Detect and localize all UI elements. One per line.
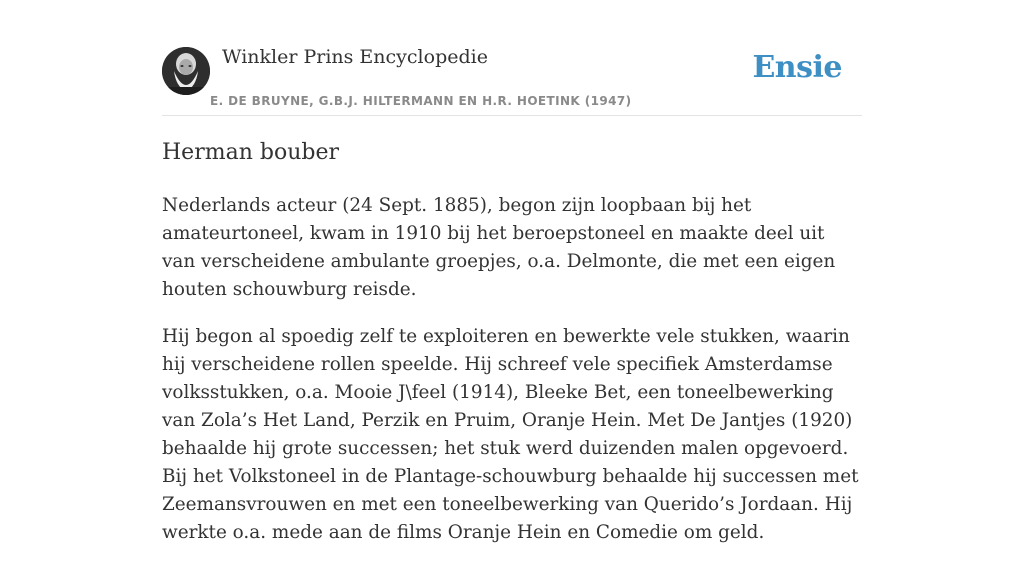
article-title: Herman bouber bbox=[162, 140, 339, 165]
article-paragraph: Nederlands acteur (24 Sept. 1885), begon zijn loopbaan bij het amateurtoneel, kwam in 1910 bij het beroepstoneel en maakte deel uit van verscheidene ambulante groepjes, o.a. Delmonte, die met een eigen houten schouwburg reisde. bbox=[162, 195, 836, 300]
article-body bbox=[162, 192, 862, 566]
page bbox=[162, 0, 862, 543]
site-header bbox=[162, 0, 862, 116]
site-subtitle: E. DE BRUYNE, G.B.J. HILTERMANN EN H.R. HOETINK (1947) bbox=[210, 94, 632, 108]
portrait-icon bbox=[162, 47, 210, 95]
article-paragraph: Hij begon al spoedig zelf te exploiteren en bewerkte vele stukken, waarin hij verscheidene rollen speelde. Hij schreef vele specifiek Amsterdamse volksstukken, o.a. Mooie J\feel (1914), Bleeke Bet, een toneelbewerking van Zola’s Het Land, Perzik en Pruim, Oranje Hein. Met De Jantjes (1920) behaalde hij grote successen; het stuk werd duizenden malen opgevoerd. Bij het Volkstoneel in de Plantage-schouwburg behaalde hij successen met Zeemansvrouwen en met een toneelbewerking van Querido’s Jordaan. Hij werkte o.a. mede aan de films Oranje Hein en Comedie om geld. bbox=[162, 326, 859, 543]
site-title[interactable]: Winkler Prins Encyclopedie bbox=[222, 46, 488, 68]
brand-logo[interactable]: Ensie bbox=[752, 50, 842, 85]
author-avatar[interactable] bbox=[162, 47, 210, 95]
